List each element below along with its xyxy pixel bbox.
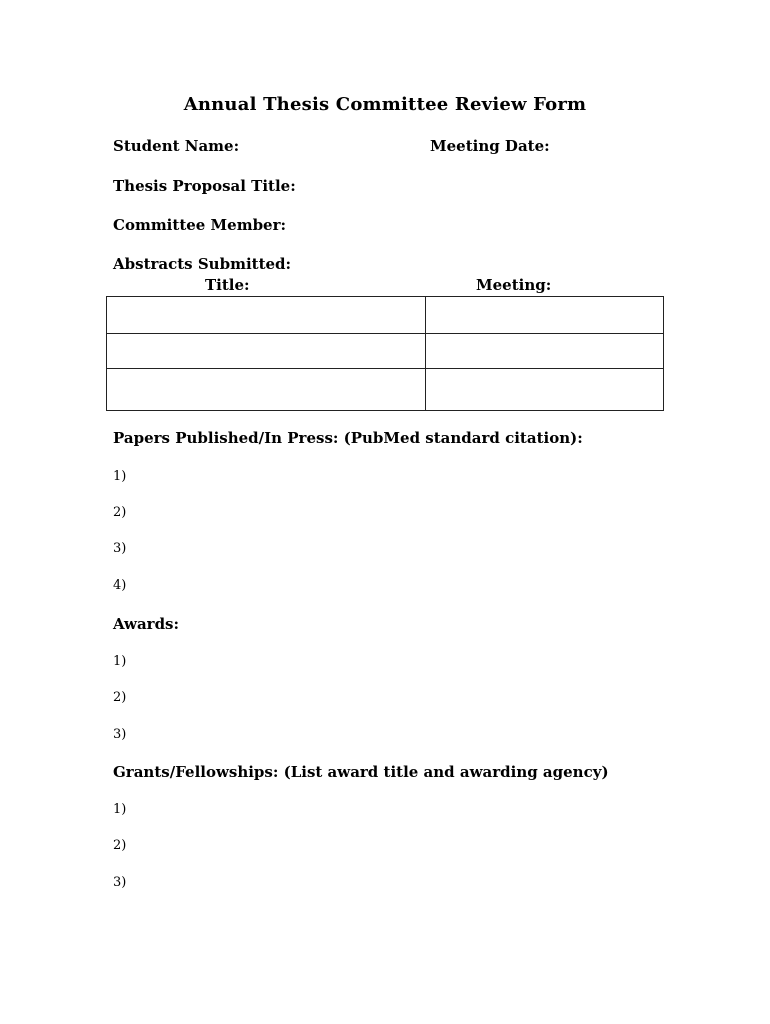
list-item: 3) <box>113 727 127 742</box>
list-item: 1) <box>113 469 127 484</box>
abstract-meeting-cell[interactable] <box>426 369 664 411</box>
grants-label: Grants/Fellowships: (List award title and awarding agency) <box>113 763 609 781</box>
form-title: Annual Thesis Committee Review Form <box>183 94 587 115</box>
student-name-label: Student Name: <box>113 137 240 155</box>
abstracts-table <box>106 296 664 411</box>
table-row <box>107 297 664 334</box>
abstract-meeting-cell[interactable] <box>426 297 664 334</box>
committee-member-label: Committee Member: <box>113 216 287 234</box>
papers-label: Papers Published/In Press: (PubMed standard citation): <box>113 429 583 447</box>
list-item: 2) <box>113 505 127 520</box>
table-row <box>107 369 664 411</box>
list-item: 1) <box>113 802 127 817</box>
list-item: 3) <box>113 875 127 890</box>
abstract-meeting-cell[interactable] <box>426 334 664 369</box>
list-item: 1) <box>113 654 127 669</box>
list-item: 2) <box>113 838 127 853</box>
list-item: 3) <box>113 541 127 556</box>
abstract-title-cell[interactable] <box>107 297 426 334</box>
abstracts-label: Abstracts Submitted: <box>113 255 292 273</box>
table-row <box>107 334 664 369</box>
awards-label: Awards: <box>113 615 180 633</box>
list-item: 4) <box>113 578 127 593</box>
list-item: 2) <box>113 690 127 705</box>
abstract-title-cell[interactable] <box>107 369 426 411</box>
abstracts-col-meeting: Meeting: <box>476 276 552 294</box>
abstracts-col-title: Title: <box>205 276 250 294</box>
abstract-title-cell[interactable] <box>107 334 426 369</box>
meeting-date-label: Meeting Date: <box>430 137 550 155</box>
thesis-title-label: Thesis Proposal Title: <box>113 177 296 195</box>
